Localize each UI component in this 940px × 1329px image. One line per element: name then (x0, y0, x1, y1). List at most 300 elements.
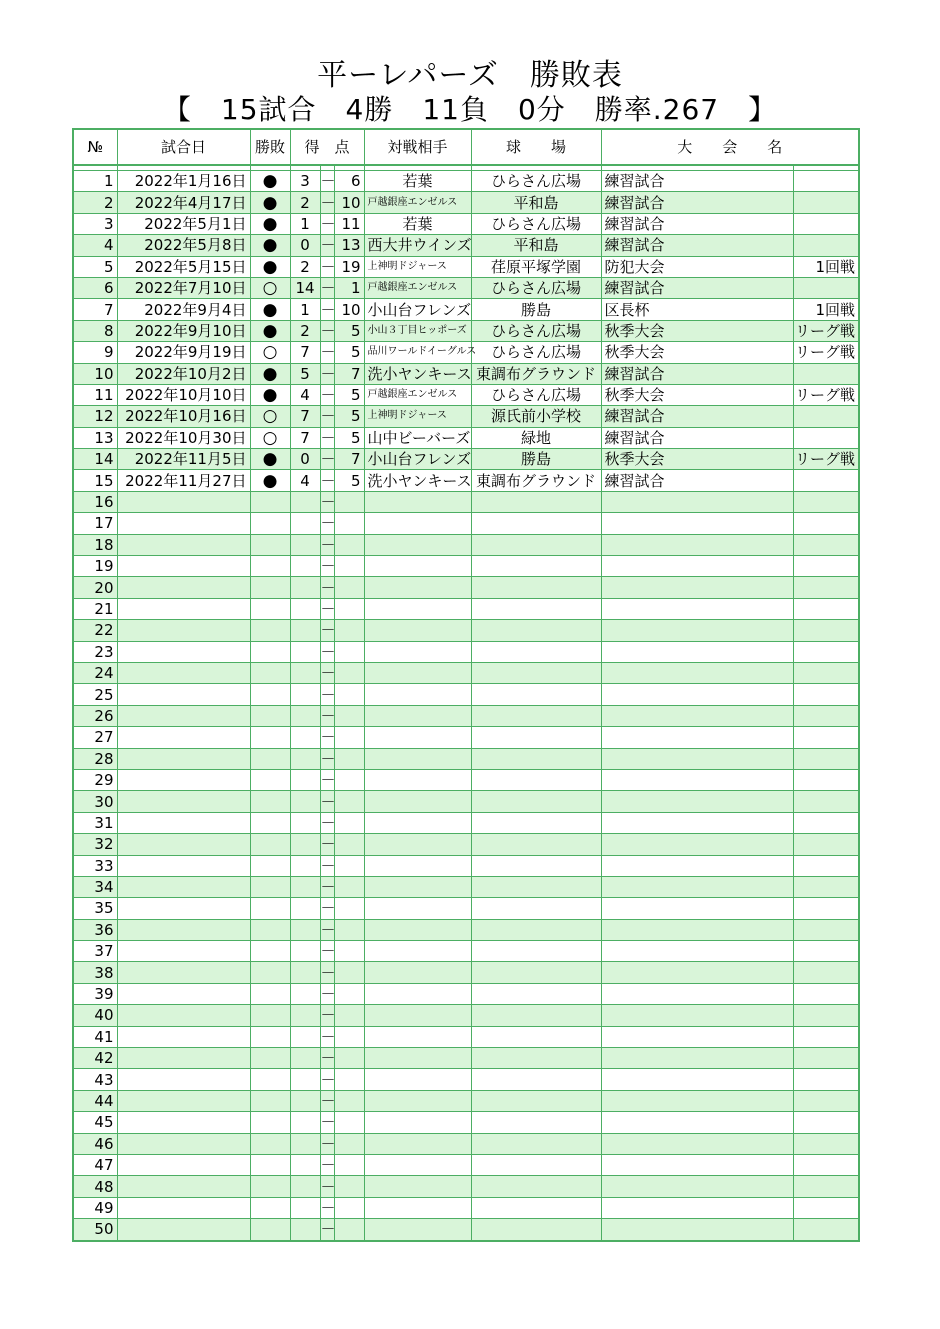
ground-name (471, 598, 601, 619)
score-us (290, 641, 320, 662)
tournament-name (601, 1090, 793, 1111)
score-them (334, 727, 364, 748)
opponent-name (364, 1219, 471, 1241)
game-no: 28 (73, 748, 117, 769)
tournament-round (793, 213, 859, 234)
game-date (117, 834, 250, 855)
score-us (290, 962, 320, 983)
game-no: 11 (73, 384, 117, 405)
table-row (73, 876, 859, 897)
score-us (290, 769, 320, 790)
game-result (250, 1048, 290, 1069)
game-no: 10 (73, 363, 117, 384)
tournament-name (601, 941, 793, 962)
game-result: ● (250, 171, 290, 192)
record-summary: 【 15試合 4勝 11負 0分 勝率.267 】 (162, 93, 778, 126)
score-dash: － (320, 792, 336, 811)
score-us (290, 1154, 320, 1175)
score-dash: － (320, 899, 336, 918)
score-dash: － (320, 364, 336, 383)
score-us (290, 598, 320, 619)
game-result: ● (250, 320, 290, 341)
game-date: 2022年4月17日 (117, 192, 250, 213)
score-us (290, 834, 320, 855)
ground-name (471, 876, 601, 897)
score-them: 19 (334, 256, 364, 277)
score-them (334, 1026, 364, 1047)
opponent-name (364, 577, 471, 598)
score-them (334, 1154, 364, 1175)
game-no: 19 (73, 556, 117, 577)
header-row (73, 129, 859, 165)
opponent-name: 山中ビーバーズ (364, 427, 471, 448)
score-us (290, 983, 320, 1004)
game-result (250, 898, 290, 919)
game-date (117, 855, 250, 876)
game-date: 2022年10月2日 (117, 363, 250, 384)
score-them: 6 (334, 171, 364, 192)
game-date (117, 577, 250, 598)
score-them (334, 748, 364, 769)
game-date (117, 769, 250, 790)
tournament-name (601, 919, 793, 940)
score-dash: － (320, 214, 336, 233)
game-date: 2022年11月5日 (117, 449, 250, 470)
tournament-round (793, 641, 859, 662)
opponent-name: 洗小ヤンキース (364, 470, 471, 491)
score-them (334, 1197, 364, 1218)
ground-name (471, 1090, 601, 1111)
game-result (250, 705, 290, 726)
score-dash: － (320, 706, 336, 725)
table-row (73, 1176, 859, 1197)
score-them (334, 1112, 364, 1133)
game-no: 29 (73, 769, 117, 790)
game-result (250, 919, 290, 940)
game-date (117, 876, 250, 897)
opponent-name (364, 1005, 471, 1026)
ground-name (471, 962, 601, 983)
tournament-round (793, 876, 859, 897)
ground-name (471, 577, 601, 598)
game-date: 2022年5月8日 (117, 235, 250, 256)
ground-name (471, 855, 601, 876)
score-us (290, 748, 320, 769)
game-date (117, 534, 250, 555)
tournament-round (793, 1197, 859, 1218)
table-row (73, 1219, 859, 1241)
results-table (72, 128, 860, 1242)
tournament-round (793, 791, 859, 812)
score-them (334, 1090, 364, 1111)
game-no: 17 (73, 513, 117, 534)
table-row (73, 577, 859, 598)
tournament-name: 練習試合 (601, 406, 793, 427)
tournament-round (793, 983, 859, 1004)
ground-name: ひらさん広場 (471, 171, 601, 192)
score-us (290, 556, 320, 577)
ground-name: 平和島 (471, 192, 601, 213)
opponent-name (364, 1090, 471, 1111)
game-date: 2022年11月27日 (117, 470, 250, 491)
ground-name (471, 769, 601, 790)
game-result (250, 1112, 290, 1133)
ground-name (471, 705, 601, 726)
game-date (117, 684, 250, 705)
ground-name (471, 898, 601, 919)
score-them (334, 812, 364, 833)
game-result (250, 1069, 290, 1090)
tournament-round (793, 1090, 859, 1111)
score-dash: － (320, 856, 336, 875)
score-dash: － (320, 1113, 336, 1132)
score-them (334, 855, 364, 876)
table-row (73, 406, 859, 427)
game-result: ● (250, 235, 290, 256)
table-row (73, 1112, 859, 1133)
tournament-round (793, 705, 859, 726)
game-date (117, 556, 250, 577)
score-them (334, 941, 364, 962)
ground-name (471, 834, 601, 855)
score-dash: － (320, 1049, 336, 1068)
ground-name (471, 1069, 601, 1090)
tournament-name (601, 962, 793, 983)
opponent-name: 戸越銀座エンゼルス (364, 192, 471, 213)
ground-name (471, 1048, 601, 1069)
game-result (250, 941, 290, 962)
opponent-name (364, 1176, 471, 1197)
game-result (250, 962, 290, 983)
score-us (290, 662, 320, 683)
ground-name (471, 919, 601, 940)
score-us: 2 (290, 256, 320, 277)
game-date: 2022年5月15日 (117, 256, 250, 277)
game-result: ○ (250, 342, 290, 363)
opponent-name (364, 1112, 471, 1133)
score-dash: － (320, 621, 336, 640)
game-no: 5 (73, 256, 117, 277)
game-result: ● (250, 299, 290, 320)
game-no: 45 (73, 1112, 117, 1133)
game-result (250, 1197, 290, 1218)
opponent-name (364, 748, 471, 769)
ground-name: ひらさん広場 (471, 384, 601, 405)
score-them (334, 919, 364, 940)
game-no: 35 (73, 898, 117, 919)
game-date (117, 1005, 250, 1026)
game-no: 43 (73, 1069, 117, 1090)
header-date: 試合日 (117, 129, 250, 165)
game-result: ● (250, 384, 290, 405)
opponent-name (364, 727, 471, 748)
score-us: 0 (290, 235, 320, 256)
tournament-round (793, 235, 859, 256)
score-dash: － (320, 1156, 336, 1175)
header-score: 得 点 (290, 129, 364, 165)
game-no: 12 (73, 406, 117, 427)
score-us (290, 941, 320, 962)
tournament-round: リーグ戦 (793, 384, 859, 405)
game-date (117, 791, 250, 812)
game-date: 2022年1月16日 (117, 171, 250, 192)
tournament-name (601, 1133, 793, 1154)
opponent-name (364, 1133, 471, 1154)
table-row (73, 299, 859, 320)
table-row (73, 1154, 859, 1175)
opponent-name (364, 513, 471, 534)
opponent-name: 戸越銀座エンゼルス (364, 277, 471, 298)
table-row (73, 898, 859, 919)
game-date (117, 1069, 250, 1090)
game-result (250, 620, 290, 641)
game-no: 31 (73, 812, 117, 833)
score-us (290, 1090, 320, 1111)
tournament-name: 練習試合 (601, 235, 793, 256)
game-result (250, 1176, 290, 1197)
table-row (73, 470, 859, 491)
table-row (73, 941, 859, 962)
game-no: 34 (73, 876, 117, 897)
table-row (73, 962, 859, 983)
game-result: ● (250, 213, 290, 234)
table-row (73, 277, 859, 298)
score-us: 5 (290, 363, 320, 384)
score-them: 7 (334, 363, 364, 384)
tournament-round (793, 1048, 859, 1069)
game-date (117, 1154, 250, 1175)
score-us: 2 (290, 192, 320, 213)
tournament-round (793, 684, 859, 705)
score-dash: － (320, 771, 336, 790)
score-us (290, 1133, 320, 1154)
game-result: ○ (250, 406, 290, 427)
ground-name (471, 748, 601, 769)
game-no: 46 (73, 1133, 117, 1154)
score-us (290, 705, 320, 726)
score-them (334, 1048, 364, 1069)
score-dash: － (320, 193, 336, 212)
opponent-name (364, 983, 471, 1004)
game-no: 3 (73, 213, 117, 234)
score-dash: － (320, 535, 336, 554)
score-us (290, 620, 320, 641)
ground-name: 勝島 (471, 449, 601, 470)
opponent-name (364, 662, 471, 683)
game-date (117, 1112, 250, 1133)
opponent-name (364, 1069, 471, 1090)
score-dash: － (320, 728, 336, 747)
ground-name (471, 684, 601, 705)
opponent-name (364, 876, 471, 897)
table-row (73, 662, 859, 683)
tournament-round (793, 1026, 859, 1047)
ground-name: ひらさん広場 (471, 277, 601, 298)
tournament-round (793, 534, 859, 555)
opponent-name (364, 1026, 471, 1047)
game-result (250, 1154, 290, 1175)
score-us (290, 1026, 320, 1047)
score-dash: － (320, 600, 336, 618)
opponent-name (364, 641, 471, 662)
ground-name (471, 1197, 601, 1218)
tournament-name (601, 812, 793, 833)
score-dash: － (320, 963, 336, 982)
table-row (73, 919, 859, 940)
header-tournament: 大 会 名 (601, 129, 859, 165)
game-no: 23 (73, 641, 117, 662)
game-result: ● (250, 470, 290, 491)
game-result (250, 1026, 290, 1047)
score-us: 7 (290, 427, 320, 448)
ground-name (471, 1005, 601, 1026)
tournament-round (793, 919, 859, 940)
opponent-name: 洗小ヤンキース (364, 363, 471, 384)
score-us: 14 (290, 277, 320, 298)
game-date (117, 941, 250, 962)
score-them: 10 (334, 192, 364, 213)
table-row (73, 620, 859, 641)
tournament-round (793, 748, 859, 769)
score-dash: － (320, 514, 336, 533)
score-us (290, 534, 320, 555)
opponent-name: 小山３丁目ヒッポーズ (364, 320, 471, 341)
score-us (290, 577, 320, 598)
opponent-name (364, 769, 471, 790)
game-no: 8 (73, 320, 117, 341)
table-row (73, 812, 859, 833)
tournament-name: 練習試合 (601, 213, 793, 234)
tournament-round (793, 598, 859, 619)
ground-name (471, 662, 601, 683)
score-us (290, 491, 320, 512)
table-row (73, 449, 859, 470)
game-date (117, 1176, 250, 1197)
game-no: 27 (73, 727, 117, 748)
game-no: 39 (73, 983, 117, 1004)
table-row (73, 748, 859, 769)
score-dash: － (320, 343, 336, 362)
table-row (73, 983, 859, 1004)
tournament-name: 防犯大会 (601, 256, 793, 277)
table-row (73, 769, 859, 790)
game-date (117, 812, 250, 833)
table-row (73, 1197, 859, 1218)
score-dash: － (320, 1134, 336, 1153)
tournament-round (793, 427, 859, 448)
tournament-round (793, 620, 859, 641)
score-dash: － (320, 236, 336, 255)
tournament-name (601, 1005, 793, 1026)
score-us (290, 727, 320, 748)
game-date (117, 1090, 250, 1111)
game-result (250, 662, 290, 683)
game-result (250, 1219, 290, 1241)
tournament-name (601, 641, 793, 662)
ground-name: 平和島 (471, 235, 601, 256)
game-no: 25 (73, 684, 117, 705)
tournament-name: 区長杯 (601, 299, 793, 320)
ground-name (471, 791, 601, 812)
table-row (73, 1026, 859, 1047)
tournament-round (793, 769, 859, 790)
score-them (334, 983, 364, 1004)
score-us (290, 1048, 320, 1069)
game-result (250, 1133, 290, 1154)
tournament-round (793, 941, 859, 962)
game-no: 22 (73, 620, 117, 641)
score-us: 2 (290, 320, 320, 341)
score-dash: － (320, 642, 336, 661)
tournament-round: 1回戦 (793, 256, 859, 277)
game-no: 50 (73, 1219, 117, 1241)
tournament-name: 練習試合 (601, 277, 793, 298)
tournament-name (601, 513, 793, 534)
game-no: 21 (73, 598, 117, 619)
game-date (117, 491, 250, 512)
tournament-name: 練習試合 (601, 427, 793, 448)
table-row (73, 641, 859, 662)
tournament-round (793, 1176, 859, 1197)
score-us (290, 1176, 320, 1197)
ground-name (471, 491, 601, 512)
game-result (250, 812, 290, 833)
score-us (290, 898, 320, 919)
game-result (250, 577, 290, 598)
game-no: 16 (73, 491, 117, 512)
score-them (334, 556, 364, 577)
table-row (73, 791, 859, 812)
score-us: 1 (290, 299, 320, 320)
game-date (117, 727, 250, 748)
opponent-name (364, 1048, 471, 1069)
score-dash: － (320, 942, 336, 961)
score-them: 11 (334, 213, 364, 234)
game-date (117, 1048, 250, 1069)
table-row (73, 1133, 859, 1154)
score-dash: － (320, 428, 336, 447)
opponent-name: 上神明ドジャース (364, 256, 471, 277)
score-dash: － (320, 685, 336, 704)
tournament-name (601, 662, 793, 683)
game-date: 2022年9月19日 (117, 342, 250, 363)
header-result: 勝敗 (250, 129, 290, 165)
tournament-name (601, 598, 793, 619)
opponent-name: 戸越銀座エンゼルス (364, 384, 471, 405)
table-row (73, 171, 859, 192)
tournament-round (793, 834, 859, 855)
tournament-name: 秋季大会 (601, 342, 793, 363)
table-row (73, 384, 859, 405)
score-them (334, 534, 364, 555)
ground-name: ひらさん広場 (471, 342, 601, 363)
tournament-name: 練習試合 (601, 192, 793, 213)
tournament-name (601, 769, 793, 790)
game-no: 44 (73, 1090, 117, 1111)
score-us (290, 812, 320, 833)
game-date: 2022年5月1日 (117, 213, 250, 234)
game-result: ● (250, 192, 290, 213)
score-them (334, 876, 364, 897)
opponent-name: 品川ワールドイーグルス (364, 342, 471, 363)
score-dash: － (320, 813, 336, 832)
score-us (290, 855, 320, 876)
table-row (73, 256, 859, 277)
score-us: 0 (290, 449, 320, 470)
tournament-round (793, 491, 859, 512)
tournament-round (793, 513, 859, 534)
score-dash: － (320, 557, 336, 576)
